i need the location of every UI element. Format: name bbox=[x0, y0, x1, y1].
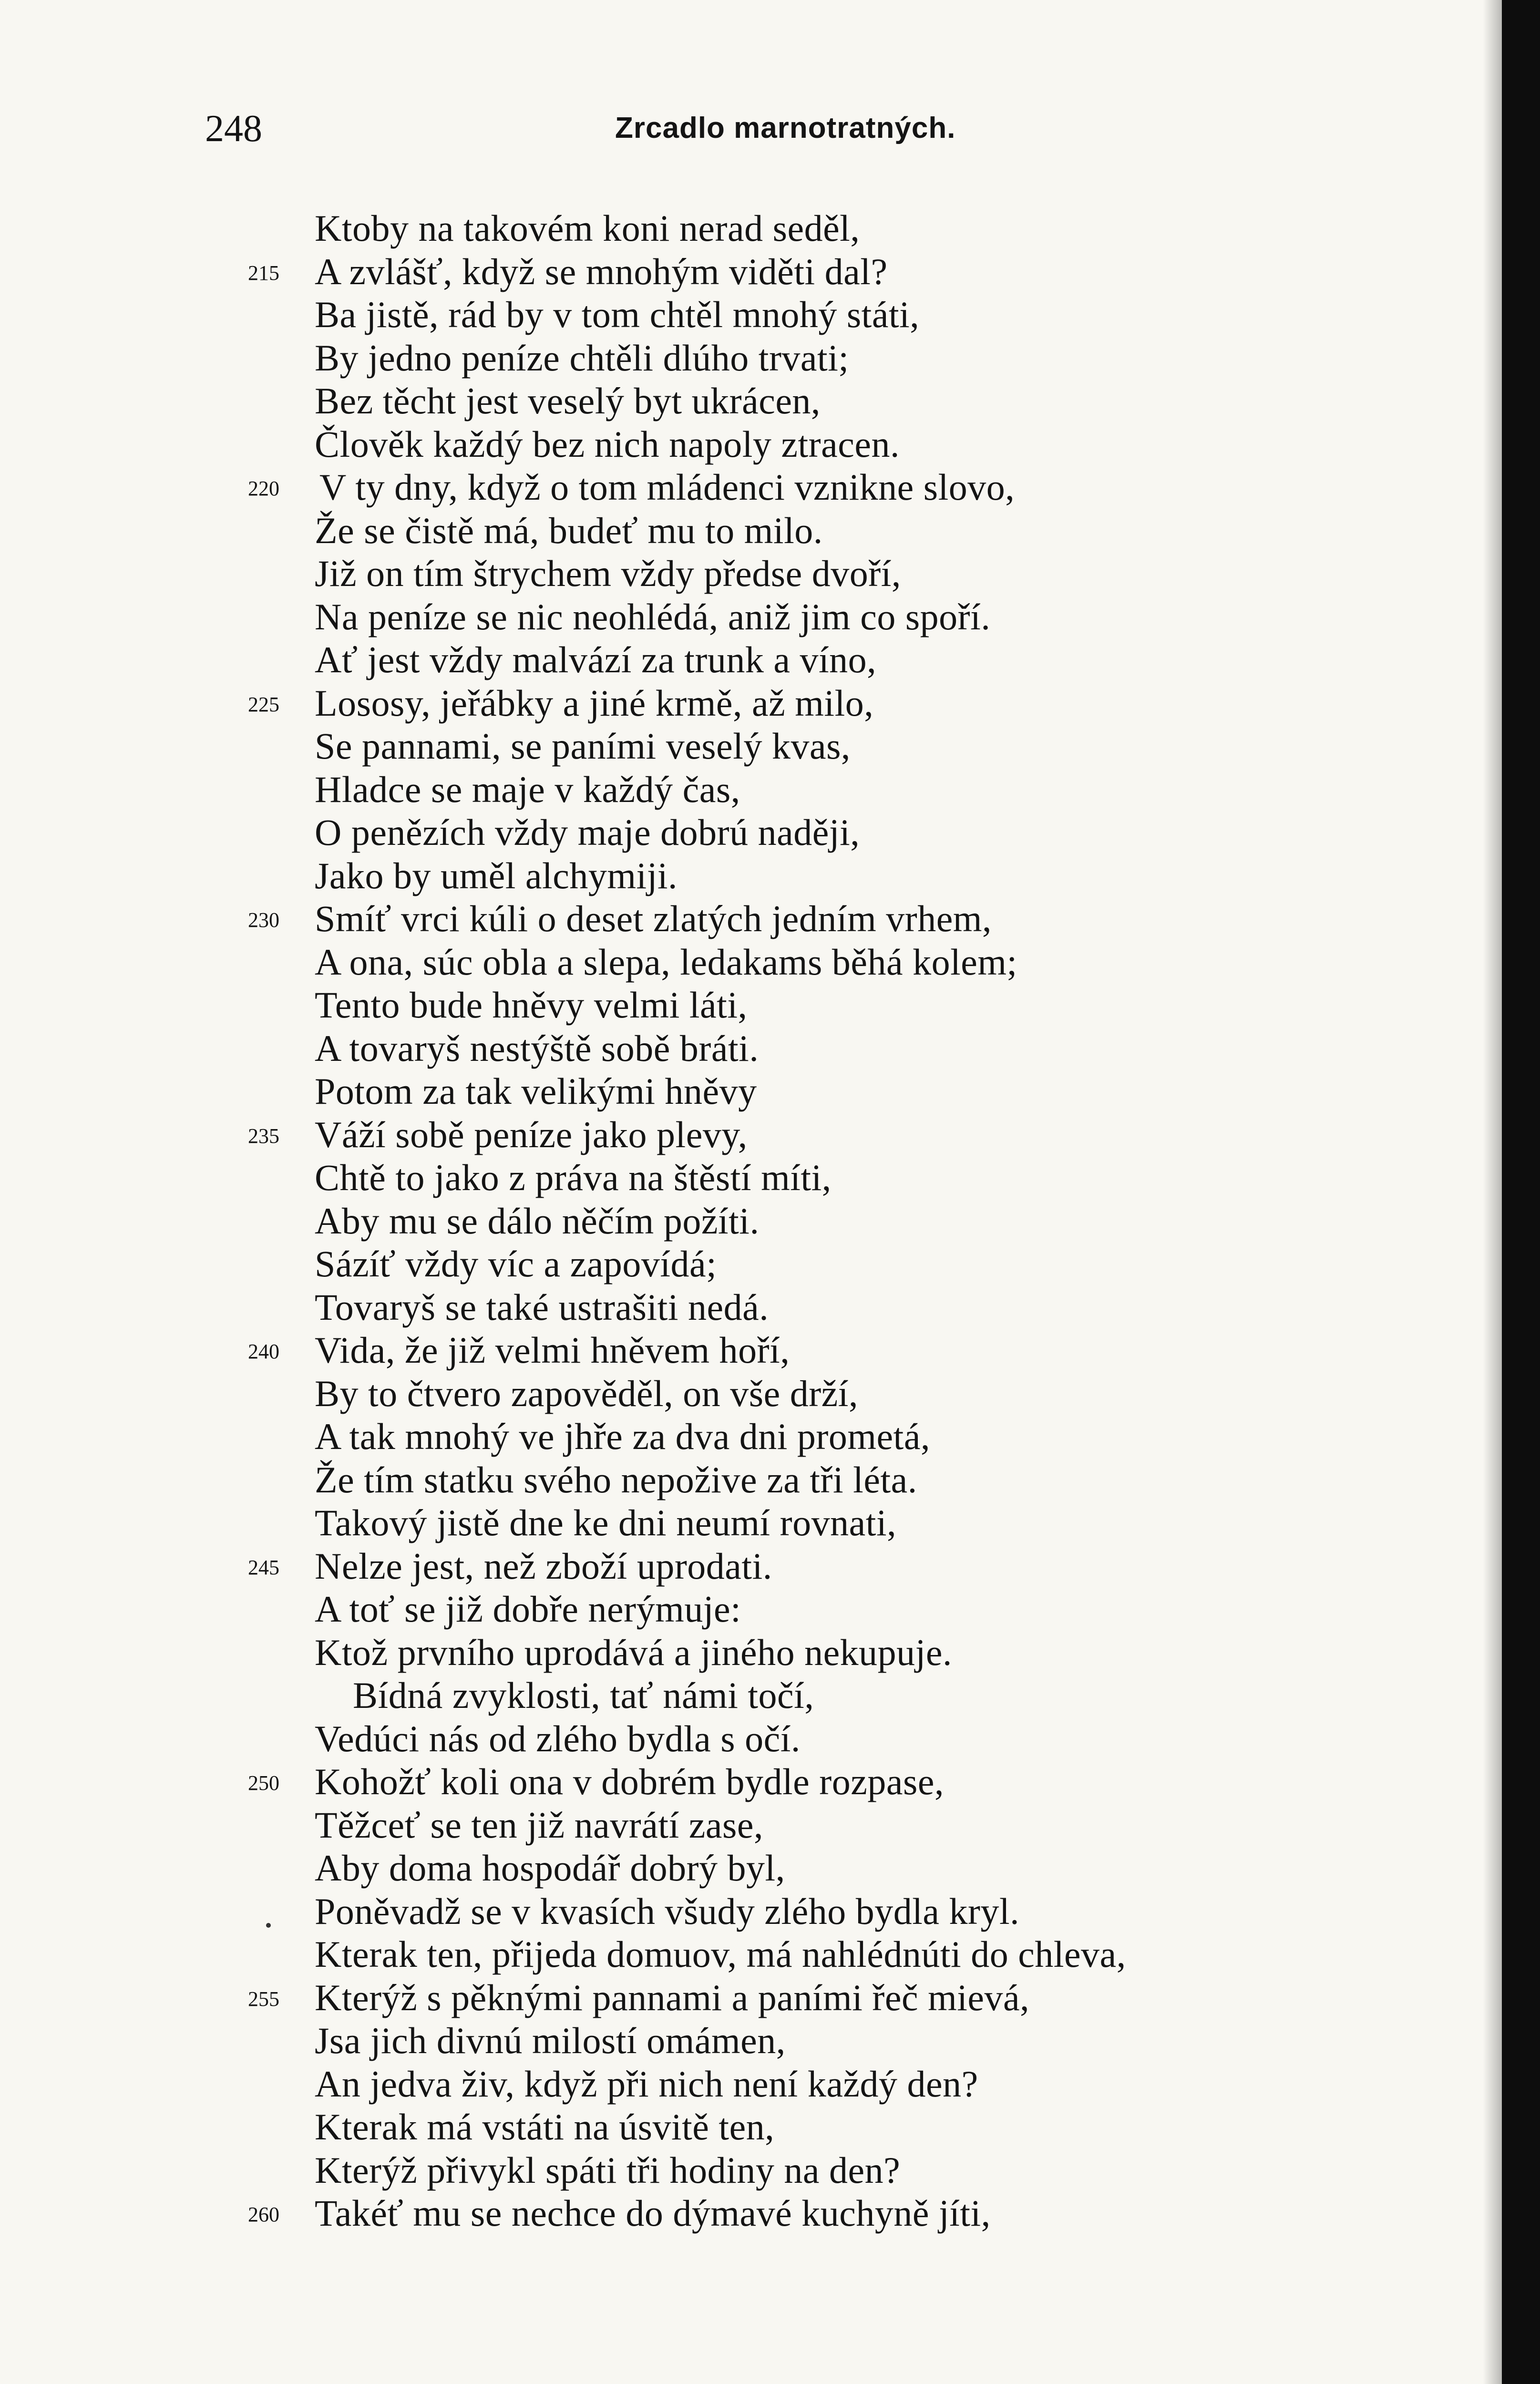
verse-text: A toť se již dobře nerýmuje: bbox=[315, 1588, 741, 1630]
verse-text: Vedúci nás od zlého bydla s očí. bbox=[315, 1717, 801, 1759]
verse-text: Kterýž s pěknými pannami a paními řeč mievá, bbox=[315, 1976, 1030, 2018]
verse-line bbox=[0, 854, 1478, 901]
verse-line bbox=[0, 941, 1478, 987]
verse-line bbox=[0, 1113, 1478, 1160]
page-number: 248 bbox=[205, 108, 262, 150]
verse-text: Bídná zvyklosti, tať námi točí, bbox=[353, 1675, 814, 1716]
verse-line bbox=[0, 555, 1478, 598]
line-number: 255 bbox=[248, 1987, 279, 2011]
verse-line bbox=[0, 1545, 1478, 1591]
verse-line bbox=[0, 1847, 1478, 1893]
line-number: 260 bbox=[248, 2203, 279, 2226]
verse-text: Těžceť se ten již navrátí zase, bbox=[315, 1804, 763, 1846]
verse-line bbox=[0, 1159, 1478, 1202]
verse-line bbox=[0, 1504, 1478, 1548]
margin-dot bbox=[266, 1923, 271, 1928]
verse-line bbox=[0, 725, 1478, 771]
verse-line bbox=[0, 2108, 1478, 2152]
running-head: Zrcadlo marnotratných. bbox=[615, 112, 956, 144]
verse-text: Ať jest vždy malvází za trunk a víno, bbox=[315, 639, 877, 680]
verse-text: Vida, že již velmi hněvem hoří, bbox=[315, 1329, 790, 1371]
verse-text: Aby mu se dálo něčím požíti. bbox=[315, 1200, 760, 1242]
verse-line bbox=[0, 598, 1478, 642]
verse-text: Tovaryš se také ustrašiti nedá. bbox=[315, 1286, 769, 1328]
verse-line bbox=[0, 641, 1478, 685]
verse-text: O penězích vždy maje dobrú naději, bbox=[315, 812, 860, 853]
scan-edge bbox=[1502, 0, 1540, 2384]
verse-text: Že tím statku svého nepožive za tři léta. bbox=[315, 1459, 917, 1500]
verse-text: Váží sobě peníze jako plevy, bbox=[315, 1113, 748, 1155]
verse-text: Takový jistě dne ke dni neumí rovnati, bbox=[315, 1502, 897, 1543]
verse-line bbox=[0, 382, 1478, 426]
verse-line bbox=[0, 250, 1478, 297]
verse-line bbox=[0, 1588, 1478, 1634]
verse-line bbox=[0, 466, 1478, 512]
verse-line bbox=[0, 1717, 1478, 1764]
verse-text: By jedno peníze chtěli dlúho trvati; bbox=[315, 337, 849, 379]
verse-text: Ba jistě, rád by v tom chtěl mnohý státi, bbox=[315, 294, 920, 335]
verse-line bbox=[0, 2192, 1478, 2238]
verse-text: A tovaryš nestýště sobě bráti. bbox=[315, 1027, 759, 1069]
poem-body bbox=[0, 207, 1478, 2238]
verse-text: Na peníze se nic neohlédá, aniž jim co spoří. bbox=[315, 596, 991, 637]
verse-line bbox=[0, 1286, 1478, 1332]
line-number: 240 bbox=[248, 1340, 279, 1363]
verse-line bbox=[0, 1329, 1478, 1375]
verse-text: Ktoby na takovém koni nerad seděl, bbox=[315, 207, 860, 249]
verse-line bbox=[0, 1976, 1478, 2023]
verse-text: Že se čistě má, budeť mu to milo. bbox=[315, 509, 823, 551]
verse-text: V ty dny, když o tom mládenci vznikne slovo, bbox=[319, 466, 1015, 508]
verse-text: Nelze jest, než zboží uprodati. bbox=[315, 1545, 772, 1587]
verse-text: Takéť mu se nechce do dýmavé kuchyně jíti, bbox=[315, 2192, 991, 2234]
verse-line bbox=[0, 423, 1478, 469]
verse-text: Jako by uměl alchymiji. bbox=[315, 854, 678, 896]
verse-line bbox=[0, 1933, 1478, 1979]
line-number: 245 bbox=[248, 1555, 279, 1579]
verse-text: Bez těcht jest veselý byt ukrácen, bbox=[315, 380, 821, 421]
verse-text: Tento bude hněvy velmi láti, bbox=[315, 984, 748, 1026]
verse-line bbox=[0, 1804, 1478, 1850]
verse-line bbox=[0, 682, 1478, 728]
verse-line bbox=[0, 509, 1478, 555]
verse-line bbox=[0, 814, 1478, 857]
verse-text: Kterak ten, přijeda domuov, má nahlédnúti do chleva, bbox=[315, 1933, 1126, 1975]
verse-text: Jsa jich divnú milostí omámen, bbox=[315, 2020, 786, 2061]
verse-line bbox=[0, 1027, 1478, 1073]
verse-line bbox=[0, 207, 1478, 253]
verse-line bbox=[0, 1202, 1478, 1246]
verse-line bbox=[0, 1418, 1478, 1461]
verse-text: Lososy, jeřábky a jiné krmě, až milo, bbox=[315, 682, 874, 724]
verse-line bbox=[0, 1461, 1478, 1505]
verse-line bbox=[0, 2022, 1478, 2065]
verse-text: Chtě to jako z práva na štěstí míti, bbox=[315, 1157, 832, 1198]
line-number: 225 bbox=[248, 692, 279, 716]
verse-line bbox=[0, 1631, 1478, 1677]
verse-line bbox=[0, 1890, 1478, 1936]
verse-text: Sázíť vždy víc a zapovídá; bbox=[315, 1243, 717, 1284]
verse-text: Člověk každý bez nich napoly ztracen. bbox=[315, 423, 900, 465]
verse-line bbox=[0, 1372, 1478, 1418]
verse-line bbox=[0, 296, 1478, 339]
verse-line bbox=[0, 1763, 1478, 1807]
verse-line bbox=[0, 768, 1478, 814]
verse-text: Kohožť koli ona v dobrém bydle rozpase, bbox=[315, 1761, 944, 1802]
line-number: 250 bbox=[248, 1771, 279, 1795]
verse-text: Kterak má vstáti na úsvitě ten, bbox=[315, 2106, 775, 2148]
verse-line bbox=[0, 900, 1478, 944]
verse-line bbox=[0, 2065, 1478, 2109]
verse-line bbox=[0, 1245, 1478, 1289]
verse-text: A tak mnohý ve jhře za dva dni prometá, bbox=[315, 1416, 930, 1457]
verse-text: Potom za tak velikými hněvy bbox=[315, 1070, 757, 1112]
verse-text: Se pannami, se paními veselý kvas, bbox=[315, 725, 851, 767]
verse-line bbox=[0, 986, 1478, 1030]
line-number: 230 bbox=[248, 908, 279, 932]
verse-text: Poněvadž se v kvasích všudy zlého bydla kryl. bbox=[315, 1890, 1020, 1932]
line-number: 235 bbox=[248, 1124, 279, 1148]
verse-line bbox=[0, 339, 1478, 383]
verse-text: By to čtvero zapověděl, on vše drží, bbox=[315, 1372, 858, 1414]
verse-text: A ona, súc obla a slepa, ledakams běhá kolem; bbox=[315, 941, 1017, 983]
verse-line bbox=[0, 1070, 1478, 1116]
verse-text: A zvlášť, když se mnohým viděti dal? bbox=[315, 250, 888, 292]
verse-text: Ktož prvního uprodává a jiného nekupuje. bbox=[315, 1631, 952, 1673]
verse-text: An jedva živ, když při nich není každý den? bbox=[315, 2063, 978, 2105]
line-number: 215 bbox=[248, 261, 279, 285]
page-gutter-shadow bbox=[1483, 0, 1502, 2384]
verse-text: Hladce se maje v každý čas, bbox=[315, 768, 740, 810]
verse-line bbox=[0, 1677, 1478, 1720]
verse-text: Již on tím štrychem vždy předse dvoří, bbox=[315, 553, 901, 594]
verse-text: Smíť vrci kúli o deset zlatých jedním vrhem, bbox=[315, 898, 992, 939]
verse-text: Aby doma hospodář dobrý byl, bbox=[315, 1847, 785, 1889]
verse-text: Kterýž přivykl spáti tři hodiny na den? bbox=[315, 2149, 901, 2191]
line-number: 220 bbox=[248, 477, 279, 500]
verse-line bbox=[0, 2149, 1478, 2195]
